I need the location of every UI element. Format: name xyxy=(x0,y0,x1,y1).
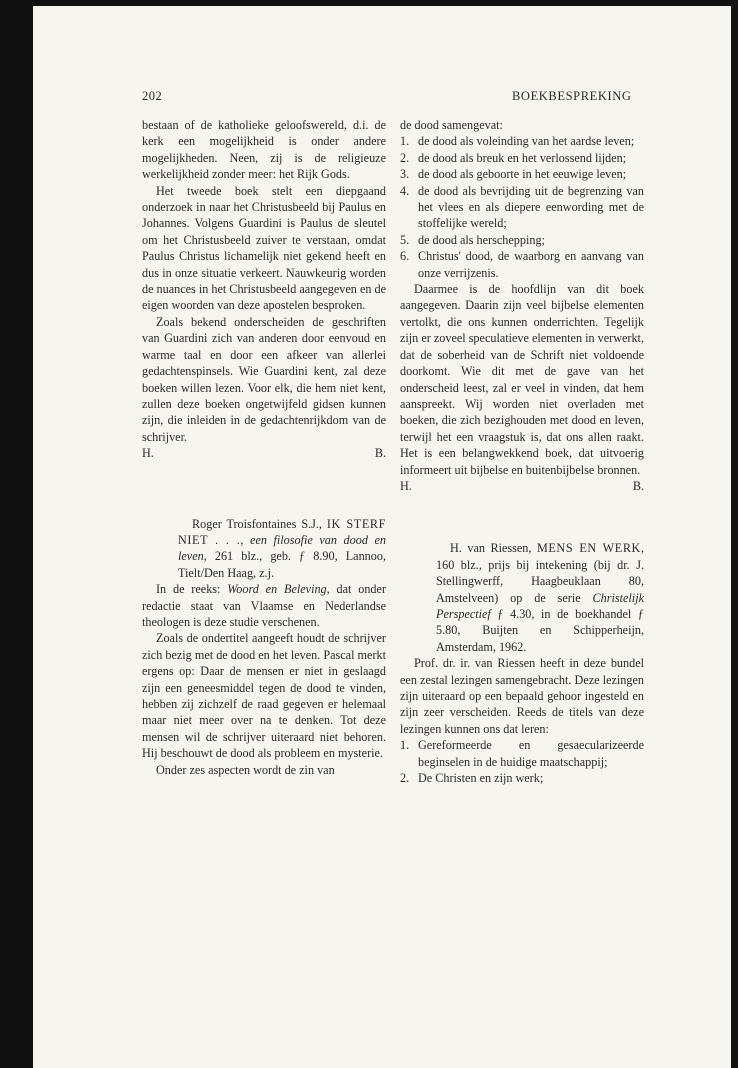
scan-border-right xyxy=(731,0,738,1068)
paragraph: bestaan of de katholieke geloofswereld, d.i. de kerk een mogelijkheid is onder andere mogelijkheden. Neen, zij is de religieuze werkelijkheid zonder meer: het Rijk Gods. xyxy=(142,118,386,182)
series-name: Christelijk Perspectief xyxy=(436,590,644,621)
list-item: 1. de dood als voleinding van het aardse leven; xyxy=(400,134,635,149)
paragraph: Het tweede boek stelt een diepgaand onderzoek in naar het Christusbeeld bij Paulus en Johannes. Volgens Guardini is Paulus de sleutel om het Christusbeeld zuiver te verstaan, omdat Paulus Christus lichamelijk niet gekend heeft en dus in onze situatie verkeert. Nauwkeurig worden de nuances in het Christusbeeld aangegeven en de eigen woorden van deze apostelen besproken. xyxy=(142,183,386,313)
signature-initial-first: H. xyxy=(142,446,154,461)
left-column xyxy=(142,117,386,778)
citation-details: , 160 blz., prijs bij intekening (bij dr. J. Stellingwerff, Haagbeuklaan 80, Amstelveen) op de serie xyxy=(436,541,644,605)
list-item: 3. de dood als geboorte in het eeuwige leven; xyxy=(400,167,627,182)
list-item: 2. De Christen en zijn werk; xyxy=(400,771,544,786)
citation-details: , 261 blz., geb. ƒ 8.90, Lannoo, Tielt/Den Haag, z.j. xyxy=(178,549,386,580)
signature-initial-first: H. xyxy=(400,478,412,493)
page-number: 202 xyxy=(142,89,163,103)
list-item: 4. de dood als bevrijding uit de begrenzing van het vlees en als diepere eenwording met de stoffelijke wereld; xyxy=(400,183,644,231)
signature-initial-last: B. xyxy=(632,478,644,493)
citation-title: MENS EN WERK xyxy=(536,541,641,556)
citation-author: H. van Riessen, xyxy=(450,541,537,556)
citation-title: IK STERF NIET . . . xyxy=(178,516,386,547)
paragraph: Daarmee is de hoofdlijn van dit boek aangegeven. Daarin zijn veel bijbelse elementen vertolkt, die ons kunnen onderrichten. Tegelijk zijn er zoveel speculatieve elementen in verwerkt, dat de soberheid van de Schrift niet voldoende doorkomt. Wie dit met de gave van het onderscheid leest, zal er veel in vinden, dat hem aanspreekt. Wij worden niet overladen met boeken, die zich bezighouden met dood en leven, terwijl het een vraagstuk is, dat ons allen raakt. Het is een belangwekkend boek, dat uitvoerig informeert uit bijbelse en buitenbijbelse bronnen. xyxy=(400,282,644,477)
list-item: 2. de dood als breuk en het verlossend lijden; xyxy=(400,150,627,165)
list-item: 5. de dood als herschepping; xyxy=(400,232,545,247)
review-signature xyxy=(142,445,386,461)
list-item: 1. Gereformeerde en gesaecularizeerde beginselen in de huidige maatschappij; xyxy=(400,738,644,769)
signature-initial-last: B. xyxy=(374,446,386,461)
aspects-list xyxy=(400,133,644,281)
running-title: BOEKBESPREKING xyxy=(512,89,632,103)
book-citation xyxy=(400,540,644,655)
list-item: 6. Christus' dood, de waarborg en aanvang van onze verrijzenis. xyxy=(400,249,644,280)
scan-border-left xyxy=(0,0,33,1068)
citation-author: Roger Troisfontaines S.J., xyxy=(192,516,327,531)
paragraph: Onder zes aspecten wordt de zin van xyxy=(156,762,335,777)
paragraph: In de reeks: Woord en Beleving, dat onder redactie staat van Vlaamse en Nederlandse theologen is deze studie verschenen. xyxy=(142,582,386,629)
series-name: Woord en Beleving xyxy=(227,582,327,597)
review-signature xyxy=(400,478,644,494)
paragraph: Prof. dr. ir. van Riessen heeft in deze bundel een zestal lezingen samengebracht. Deze lezingen zijn uiteraard op een bepaald gehoor ingesteld en zijn zeer verscheiden. Reeds de titels van deze lezingen kunnen ons dat leren: xyxy=(400,656,644,736)
paragraph: Zoals bekend onderscheiden de geschriften van Guardini zich van anderen door eenvoud en warme taal en door een afkeer van allerlei gedachtenspinsels. Wie Guardini kent, zal deze boeken willen lezen. Voor elk, die hem niet kent, zullen deze boeken ongetwijfeld gidsen kunnen zijn, die inleiden in de gedachtenrijkdom van de schrijver. xyxy=(142,314,386,444)
citation-details: ƒ 4.30, in de boekhandel ƒ 5.80, Buijten en Schipperheijn, Amsterdam, 1962. xyxy=(436,606,644,654)
paragraph: de dood samengevat: xyxy=(400,118,503,132)
lectures-list xyxy=(400,737,644,786)
citation-subtitle: een filosofie van dood en leven xyxy=(178,532,386,564)
book-citation: Roger Troisfontaines S.J., IK STERF NIET . . ., een filosofie van dood en leven, 261 blz., geb. ƒ 8.90, Lannoo, Tielt/Den Haag, z.j. xyxy=(178,516,386,580)
right-column xyxy=(400,117,644,786)
paragraph: Zoals de ondertitel aangeeft houdt de schrijver zich bezig met de dood en het leven. Pascal merkt ergens op: Daar de mensen er niet in geslaagd zijn een geneesmiddel tegen de dood te vinden, hebben zij zichzelf de raad gegeven er helemaal maar niet meer over na te denken. Tot deze mensen wil de schrijver uiteraard niet behoren. Hij beschouwt de dood als probleem en mysterie. xyxy=(142,631,386,761)
